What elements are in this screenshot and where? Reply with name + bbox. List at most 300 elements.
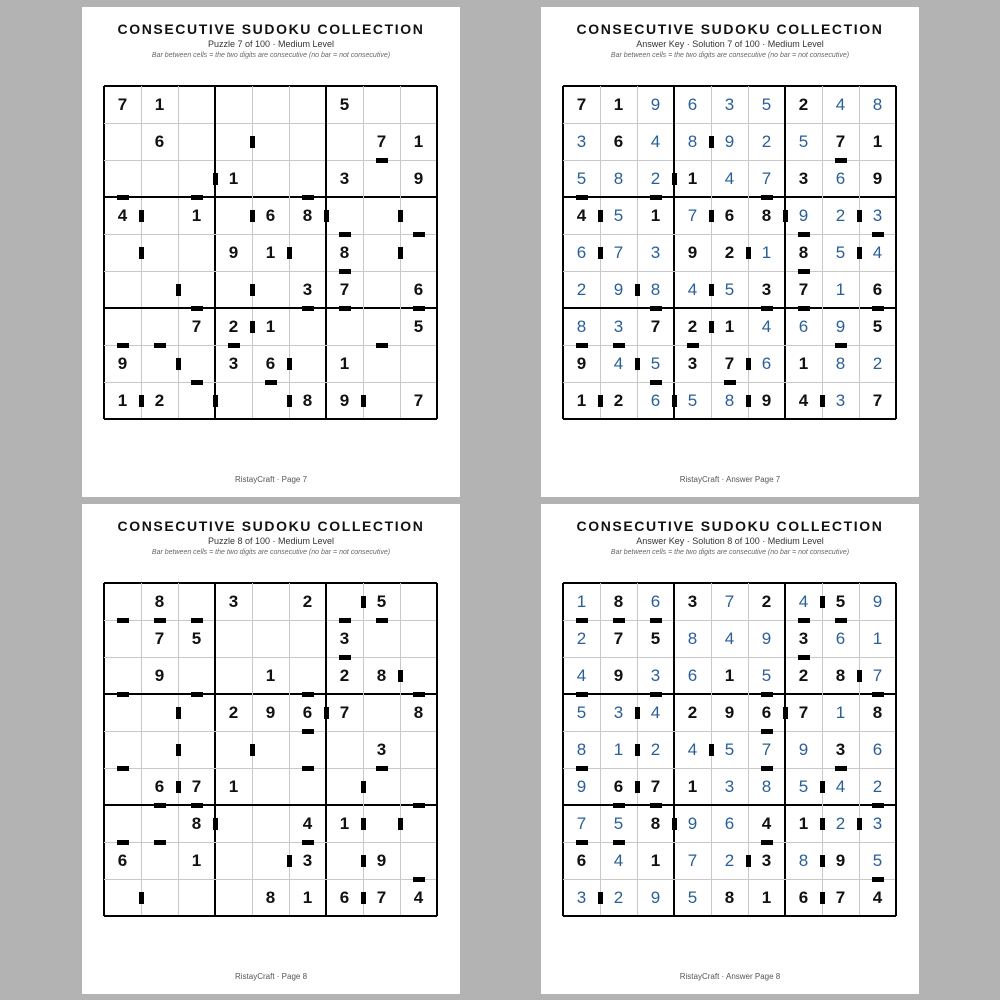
solution-digit: 2 <box>650 168 661 188</box>
consecutive-bar <box>635 781 640 793</box>
consecutive-bar <box>709 210 714 222</box>
solution-digit: 2 <box>835 205 846 225</box>
consecutive-bar <box>835 343 847 348</box>
solution-digit: 1 <box>835 702 846 722</box>
empty-cell <box>178 382 215 419</box>
given-digit: 2 <box>761 591 772 611</box>
empty-cell <box>363 234 400 271</box>
given-digit: 8 <box>339 242 350 262</box>
consecutive-bar <box>176 781 181 793</box>
consecutive-bar <box>339 232 351 237</box>
consecutive-bar <box>287 395 292 407</box>
given-digit: 9 <box>872 168 883 188</box>
empty-cell <box>141 234 178 271</box>
given-digit: 3 <box>339 168 350 188</box>
consecutive-bar <box>339 655 351 660</box>
consecutive-bar <box>398 670 403 682</box>
consecutive-bar <box>361 596 366 608</box>
empty-cell <box>141 308 178 345</box>
empty-cell <box>400 731 437 768</box>
consecutive-bar <box>872 803 884 808</box>
consecutive-bar <box>250 321 255 333</box>
consecutive-bar <box>650 195 662 200</box>
solution-digit: 2 <box>576 628 587 648</box>
solution-digit: 4 <box>613 850 624 870</box>
solution-digit: 3 <box>613 316 624 336</box>
consecutive-bar <box>598 892 603 904</box>
given-digit: 1 <box>191 205 202 225</box>
empty-cell <box>141 731 178 768</box>
empty-cell <box>326 842 363 879</box>
given-digit: 6 <box>761 702 772 722</box>
solution-digit: 7 <box>761 739 772 759</box>
solution-digit: 5 <box>798 776 809 796</box>
given-digit: 1 <box>872 131 883 151</box>
empty-cell <box>363 620 400 657</box>
given-digit: 4 <box>576 205 587 225</box>
consecutive-bar <box>250 210 255 222</box>
empty-cell <box>326 583 363 620</box>
empty-cell <box>178 160 215 197</box>
consecutive-bar <box>176 707 181 719</box>
empty-cell <box>104 234 141 271</box>
given-digit: 3 <box>761 279 772 299</box>
given-digit: 3 <box>228 353 239 373</box>
sudoku-grid <box>563 86 896 419</box>
consecutive-bar <box>413 692 425 697</box>
given-digit: 2 <box>302 591 313 611</box>
empty-cell <box>289 345 326 382</box>
rule-note: Bar between cells = the two digits are consecutive (no bar = not consecutive) <box>151 549 391 556</box>
given-digit: 3 <box>339 628 350 648</box>
consecutive-bar <box>783 707 788 719</box>
consecutive-bar <box>154 343 166 348</box>
given-digit: 7 <box>613 628 624 648</box>
empty-cell <box>178 657 215 694</box>
consecutive-bar <box>398 210 403 222</box>
empty-cell <box>104 271 141 308</box>
given-digit: 6 <box>413 279 424 299</box>
consecutive-bar <box>339 269 351 274</box>
empty-cell <box>178 271 215 308</box>
given-digit: 5 <box>835 591 846 611</box>
given-digit: 3 <box>687 591 698 611</box>
solution-digit: 2 <box>576 279 587 299</box>
consecutive-bar <box>820 596 825 608</box>
page-footer: RistayCraft · Page 7 <box>234 475 308 484</box>
given-digit: 1 <box>339 353 350 373</box>
rule-note: Bar between cells = the two digits are consecutive (no bar = not consecutive) <box>610 52 850 59</box>
consecutive-bar <box>635 707 640 719</box>
empty-cell <box>104 123 141 160</box>
page-title: CONSECUTIVE SUDOKU COLLECTION <box>117 518 425 534</box>
rule-note: Bar between cells = the two digits are consecutive (no bar = not consecutive) <box>610 549 850 556</box>
consecutive-bar <box>709 136 714 148</box>
consecutive-bar <box>650 692 662 697</box>
puzzle-page-8 <box>82 504 460 994</box>
given-digit: 7 <box>650 316 661 336</box>
puzzle-page-7 <box>82 7 460 497</box>
solution-digit: 8 <box>576 316 587 336</box>
consecutive-bar <box>250 136 255 148</box>
consecutive-bar <box>191 618 203 623</box>
empty-cell <box>178 583 215 620</box>
solution-digit: 7 <box>613 242 624 262</box>
given-digit: 1 <box>228 168 239 188</box>
empty-cell <box>141 197 178 234</box>
given-digit: 1 <box>687 776 698 796</box>
consecutive-bar <box>250 284 255 296</box>
given-digit: 1 <box>613 94 624 114</box>
consecutive-bar <box>154 618 166 623</box>
given-digit: 1 <box>191 850 202 870</box>
empty-cell <box>215 657 252 694</box>
consecutive-bar <box>598 395 603 407</box>
consecutive-bar <box>613 618 625 623</box>
given-digit: 9 <box>117 353 128 373</box>
solution-digit: 6 <box>650 390 661 410</box>
solution-digit: 2 <box>872 776 883 796</box>
consecutive-bar <box>302 766 314 771</box>
solution-digit: 9 <box>798 739 809 759</box>
empty-cell <box>363 805 400 842</box>
given-digit: 2 <box>687 316 698 336</box>
empty-cell <box>141 345 178 382</box>
given-digit: 1 <box>761 887 772 907</box>
solution-digit: 4 <box>761 316 772 336</box>
empty-cell <box>104 731 141 768</box>
given-digit: 7 <box>835 131 846 151</box>
given-digit: 9 <box>154 665 165 685</box>
consecutive-bar <box>213 173 218 185</box>
consecutive-bar <box>746 395 751 407</box>
sudoku-grid <box>104 583 437 916</box>
given-digit: 7 <box>798 279 809 299</box>
given-digit: 6 <box>154 776 165 796</box>
empty-cell <box>252 123 289 160</box>
given-digit: 9 <box>228 242 239 262</box>
given-digit: 1 <box>154 94 165 114</box>
empty-cell <box>104 879 141 916</box>
empty-cell <box>141 879 178 916</box>
consecutive-bar <box>835 158 847 163</box>
empty-cell <box>252 583 289 620</box>
solution-digit: 6 <box>687 94 698 114</box>
solution-digit: 7 <box>687 205 698 225</box>
consecutive-bar <box>761 766 773 771</box>
solution-digit: 7 <box>576 813 587 833</box>
empty-cell <box>252 842 289 879</box>
page-title: CONSECUTIVE SUDOKU COLLECTION <box>576 518 884 534</box>
solution-digit: 3 <box>576 887 587 907</box>
solution-digit: 9 <box>798 205 809 225</box>
solution-digit: 3 <box>576 131 587 151</box>
solution-digit: 3 <box>835 390 846 410</box>
given-digit: 9 <box>613 665 624 685</box>
consecutive-bar <box>154 803 166 808</box>
given-digit: 9 <box>724 702 735 722</box>
given-digit: 1 <box>265 665 276 685</box>
given-digit: 3 <box>761 850 772 870</box>
empty-cell <box>400 842 437 879</box>
empty-cell <box>104 620 141 657</box>
solution-digit: 9 <box>835 316 846 336</box>
empty-cell <box>289 86 326 123</box>
given-digit: 1 <box>724 665 735 685</box>
empty-cell <box>252 805 289 842</box>
given-digit: 6 <box>613 776 624 796</box>
consecutive-bar <box>687 343 699 348</box>
consecutive-bar <box>576 766 588 771</box>
consecutive-bar <box>798 618 810 623</box>
consecutive-bar <box>413 803 425 808</box>
given-digit: 3 <box>687 353 698 373</box>
solution-digit: 2 <box>724 850 735 870</box>
given-digit: 1 <box>650 205 661 225</box>
empty-cell <box>400 197 437 234</box>
given-digit: 8 <box>376 665 387 685</box>
consecutive-bar <box>287 855 292 867</box>
consecutive-bar <box>761 840 773 845</box>
given-digit: 7 <box>413 390 424 410</box>
consecutive-bar <box>576 840 588 845</box>
given-digit: 7 <box>650 776 661 796</box>
given-digit: 9 <box>835 850 846 870</box>
empty-cell <box>400 583 437 620</box>
empty-cell <box>400 805 437 842</box>
given-digit: 2 <box>228 702 239 722</box>
given-digit: 3 <box>376 739 387 759</box>
given-digit: 2 <box>339 665 350 685</box>
solution-digit: 7 <box>687 850 698 870</box>
consecutive-bar <box>376 158 388 163</box>
solution-digit: 6 <box>798 316 809 336</box>
consecutive-bar <box>746 247 751 259</box>
consecutive-bar <box>250 744 255 756</box>
consecutive-bar <box>857 818 862 830</box>
consecutive-bar <box>302 840 314 845</box>
solution-digit: 2 <box>872 353 883 373</box>
empty-cell <box>363 197 400 234</box>
solution-digit: 9 <box>576 776 587 796</box>
consecutive-bar <box>872 232 884 237</box>
consecutive-bar <box>191 692 203 697</box>
given-digit: 4 <box>761 813 772 833</box>
solution-digit: 5 <box>724 279 735 299</box>
consecutive-bar <box>139 395 144 407</box>
given-digit: 8 <box>413 702 424 722</box>
solution-digit: 4 <box>872 242 883 262</box>
solution-digit: 6 <box>650 591 661 611</box>
given-digit: 7 <box>576 94 587 114</box>
given-digit: 3 <box>302 850 313 870</box>
page-footer: RistayCraft · Answer Page 8 <box>679 972 781 981</box>
given-digit: 7 <box>724 353 735 373</box>
solution-digit: 5 <box>761 94 772 114</box>
empty-cell <box>289 234 326 271</box>
given-digit: 1 <box>798 813 809 833</box>
empty-cell <box>289 768 326 805</box>
given-digit: 6 <box>613 131 624 151</box>
consecutive-bar <box>576 343 588 348</box>
solution-digit: 3 <box>872 813 883 833</box>
consecutive-bar <box>798 232 810 237</box>
given-digit: 6 <box>154 131 165 151</box>
solution-digit: 8 <box>687 628 698 648</box>
given-digit: 3 <box>798 628 809 648</box>
empty-cell <box>363 160 400 197</box>
sudoku-grid <box>104 86 437 419</box>
consecutive-bar <box>576 692 588 697</box>
given-digit: 7 <box>339 279 350 299</box>
given-digit: 4 <box>302 813 313 833</box>
solution-digit: 8 <box>650 279 661 299</box>
solution-digit: 4 <box>613 353 624 373</box>
consecutive-bar <box>117 766 129 771</box>
solution-digit: 1 <box>872 628 883 648</box>
consecutive-bar <box>213 818 218 830</box>
consecutive-bar <box>376 618 388 623</box>
consecutive-bar <box>265 380 277 385</box>
solution-digit: 6 <box>687 665 698 685</box>
empty-cell <box>215 842 252 879</box>
consecutive-bar <box>672 395 677 407</box>
empty-cell <box>326 123 363 160</box>
given-digit: 3 <box>835 739 846 759</box>
solution-digit: 5 <box>872 850 883 870</box>
consecutive-bar <box>302 729 314 734</box>
given-digit: 4 <box>413 887 424 907</box>
empty-cell <box>215 620 252 657</box>
consecutive-bar <box>302 195 314 200</box>
consecutive-bar <box>117 618 129 623</box>
consecutive-bar <box>798 269 810 274</box>
empty-cell <box>400 234 437 271</box>
given-digit: 9 <box>687 242 698 262</box>
consecutive-bar <box>613 840 625 845</box>
solution-digit: 3 <box>613 702 624 722</box>
given-digit: 4 <box>117 205 128 225</box>
empty-cell <box>104 657 141 694</box>
consecutive-bar <box>761 729 773 734</box>
consecutive-bar <box>176 284 181 296</box>
empty-cell <box>363 345 400 382</box>
consecutive-bar <box>761 306 773 311</box>
consecutive-bar <box>598 247 603 259</box>
consecutive-bar <box>191 803 203 808</box>
solution-digit: 5 <box>724 739 735 759</box>
page-footer: RistayCraft · Page 8 <box>234 972 308 981</box>
consecutive-bar <box>117 840 129 845</box>
rule-note: Bar between cells = the two digits are consecutive (no bar = not consecutive) <box>151 52 391 59</box>
given-digit: 8 <box>265 887 276 907</box>
solution-digit: 9 <box>761 628 772 648</box>
given-digit: 6 <box>339 887 350 907</box>
solution-digit: 3 <box>724 94 735 114</box>
consecutive-bar <box>213 395 218 407</box>
consecutive-bar <box>672 173 677 185</box>
consecutive-bar <box>650 380 662 385</box>
given-digit: 2 <box>687 702 698 722</box>
consecutive-bar <box>139 210 144 222</box>
consecutive-bar <box>872 306 884 311</box>
consecutive-bar <box>139 892 144 904</box>
consecutive-bar <box>650 618 662 623</box>
consecutive-bar <box>746 358 751 370</box>
consecutive-bar <box>672 818 677 830</box>
given-digit: 4 <box>872 887 883 907</box>
solution-digit: 3 <box>724 776 735 796</box>
empty-cell <box>289 731 326 768</box>
empty-cell <box>400 768 437 805</box>
consecutive-bar <box>117 195 129 200</box>
page-subtitle: Answer Key · Solution 7 of 100 · Medium Level <box>636 39 824 49</box>
given-digit: 8 <box>835 665 846 685</box>
solution-digit: 8 <box>724 390 735 410</box>
given-digit: 1 <box>265 242 276 262</box>
given-digit: 6 <box>872 279 883 299</box>
given-digit: 6 <box>265 205 276 225</box>
solution-digit: 6 <box>576 242 587 262</box>
consecutive-bar <box>635 284 640 296</box>
empty-cell <box>400 657 437 694</box>
consecutive-bar <box>761 195 773 200</box>
solution-digit: 4 <box>724 628 735 648</box>
empty-cell <box>141 271 178 308</box>
solution-digit: 5 <box>576 702 587 722</box>
empty-cell <box>363 308 400 345</box>
empty-cell <box>104 694 141 731</box>
consecutive-bar <box>361 855 366 867</box>
consecutive-bar <box>324 210 329 222</box>
consecutive-bar <box>761 692 773 697</box>
solution-digit: 5 <box>761 665 772 685</box>
given-digit: 2 <box>154 390 165 410</box>
solution-digit: 4 <box>650 131 661 151</box>
solution-digit: 2 <box>835 813 846 833</box>
solution-digit: 7 <box>761 168 772 188</box>
consecutive-bar <box>176 744 181 756</box>
page-subtitle: Puzzle 7 of 100 · Medium Level <box>207 39 335 49</box>
solution-digit: 7 <box>724 591 735 611</box>
answer-page-7 <box>541 7 919 497</box>
given-digit: 6 <box>576 850 587 870</box>
solution-digit: 5 <box>687 390 698 410</box>
empty-cell <box>215 382 252 419</box>
solution-digit: 9 <box>650 887 661 907</box>
empty-cell <box>289 308 326 345</box>
empty-cell <box>215 879 252 916</box>
empty-cell <box>252 731 289 768</box>
solution-digit: 9 <box>613 279 624 299</box>
given-digit: 8 <box>191 813 202 833</box>
consecutive-bar <box>709 744 714 756</box>
given-digit: 1 <box>687 168 698 188</box>
empty-cell <box>178 86 215 123</box>
solution-digit: 1 <box>835 279 846 299</box>
given-digit: 6 <box>117 850 128 870</box>
given-digit: 1 <box>724 316 735 336</box>
empty-cell <box>215 197 252 234</box>
given-digit: 7 <box>798 702 809 722</box>
consecutive-bar <box>154 840 166 845</box>
given-digit: 6 <box>798 887 809 907</box>
given-digit: 3 <box>302 279 313 299</box>
consecutive-bar <box>302 306 314 311</box>
consecutive-bar <box>872 877 884 882</box>
consecutive-bar <box>783 210 788 222</box>
empty-cell <box>252 620 289 657</box>
